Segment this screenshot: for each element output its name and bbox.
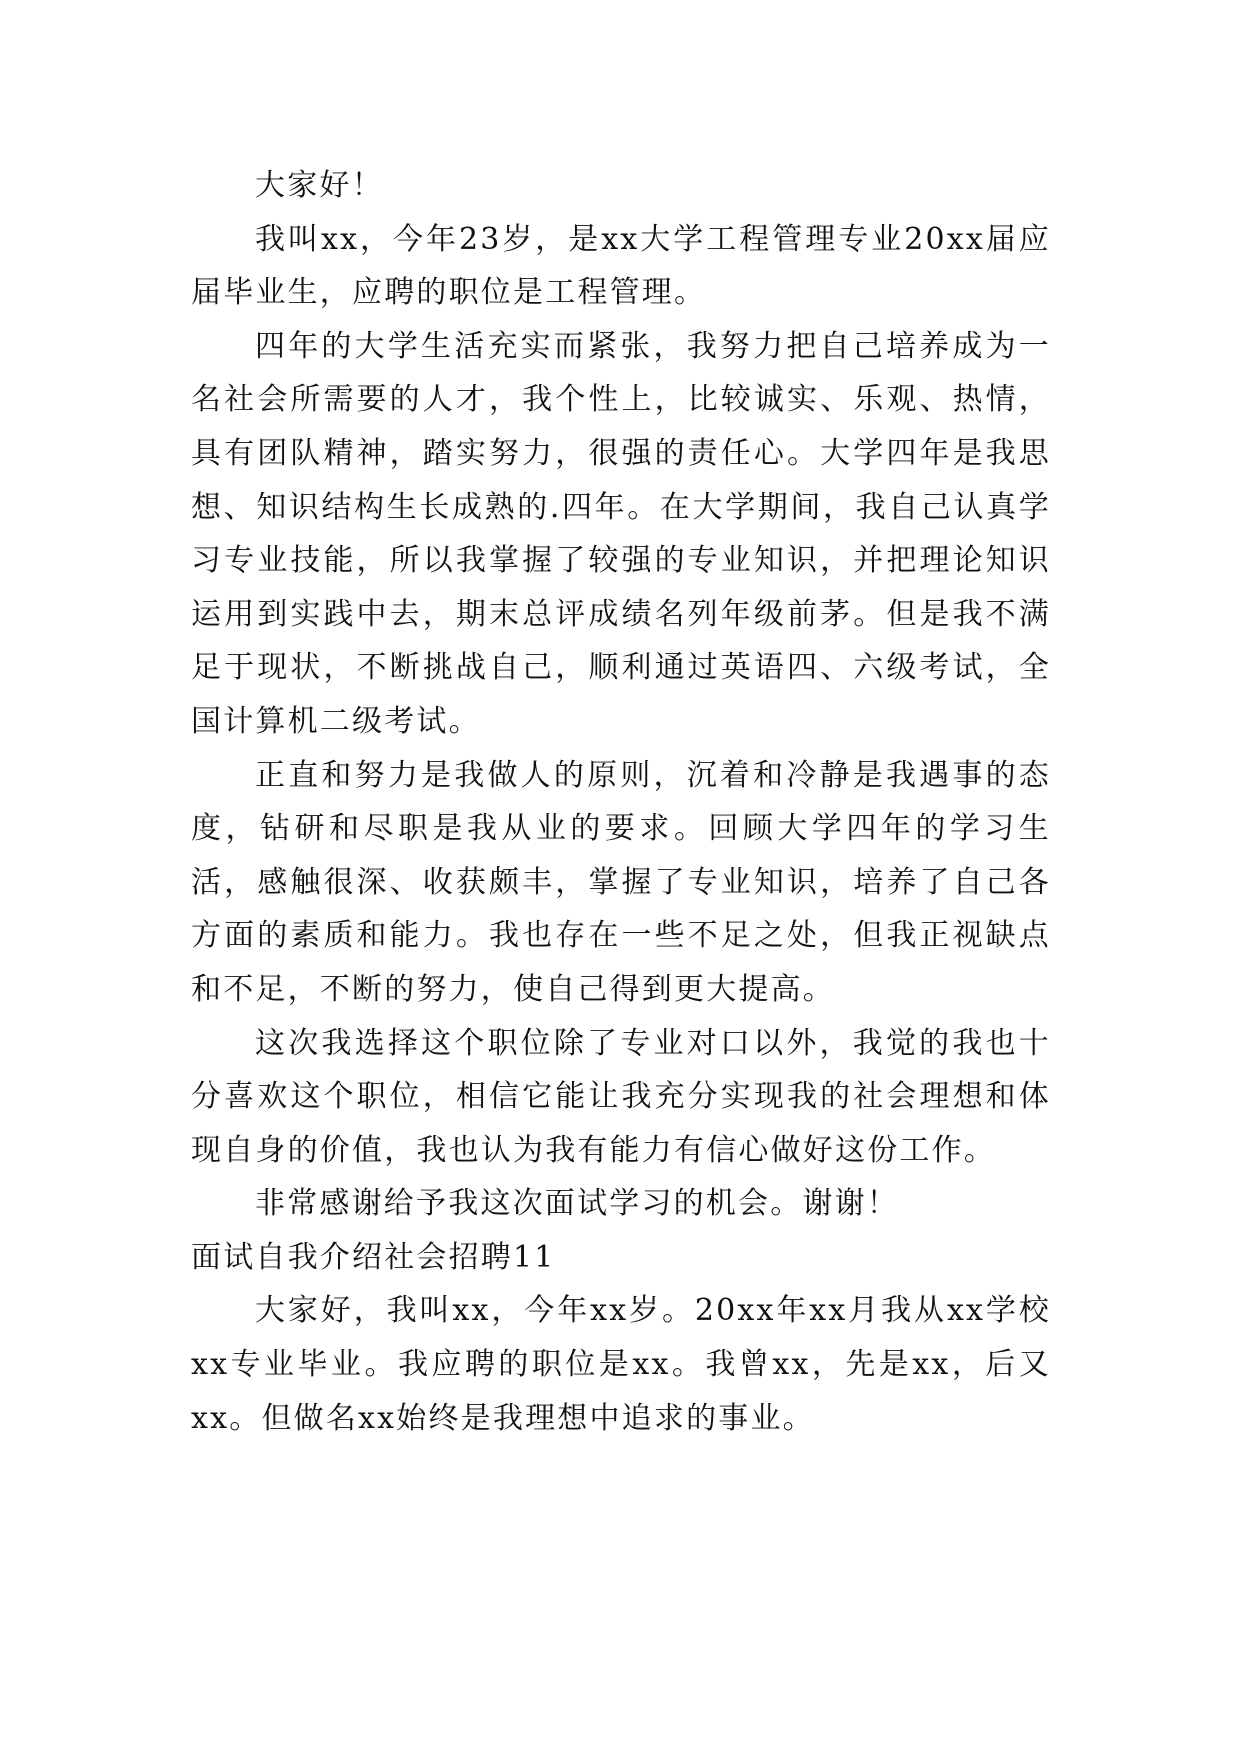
paragraph-position-choice: 这次我选择这个职位除了专业对口以外，我觉的我也十分喜欢这个职位，相信它能让我充分实现我的社会理想和体现自身的价值，我也认为我有能力有信心做好这份工作。 — [191, 1025, 1051, 1168]
paragraph-thanks: 非常感谢给予我这次面试学习的机会。谢谢！ — [255, 1186, 899, 1222]
paragraph-university-life: 四年的大学生活充实而紧张，我努力把自己培养成为一名社会所需要的人才，我个性上，比较诚实、乐观、热情，具有团队精神，踏实努力，很强的责任心。大学四年是我思想、知识结构生长成熟的.四年。在大学期间，我自己认真学习专业技能，所以我掌握了较强的专业知识，并把理论知识运用到实践中去，期末总评成绩名列年级前茅。但是我不满足于现状，不断挑战自己，顺利通过英语四、六级考试，全国计算机二级考试。 — [191, 328, 1051, 739]
paragraph-principles: 正直和努力是我做人的原则，沉着和冷静是我遇事的态度，钻研和尽职是我从业的要求。回顾大学四年的学习生活，感触很深、收获颇丰，掌握了专业知识，培养了自己各方面的素质和能力。我也存在一些不足之处，但我正视缺点和不足，不断的努力，使自己得到更大提高。 — [191, 757, 1051, 1007]
paragraph-second-introduction: 大家好，我叫xx，今年xx岁。20xx年xx月我从xx学校xx专业毕业。我应聘的职位是xx。我曾xx，先是xx，后又xx。但做名xx始终是我理想中追求的事业。 — [191, 1293, 1051, 1436]
document-body — [191, 159, 1051, 1445]
section-heading: 面试自我介绍社会招聘11 — [191, 1239, 556, 1275]
paragraph-greeting: 大家好！ — [255, 168, 384, 203]
paragraph-introduction: 我叫xx，今年23岁，是xx大学工程管理专业20xx届应届毕业生，应聘的职位是工程管理。 — [191, 221, 1051, 311]
